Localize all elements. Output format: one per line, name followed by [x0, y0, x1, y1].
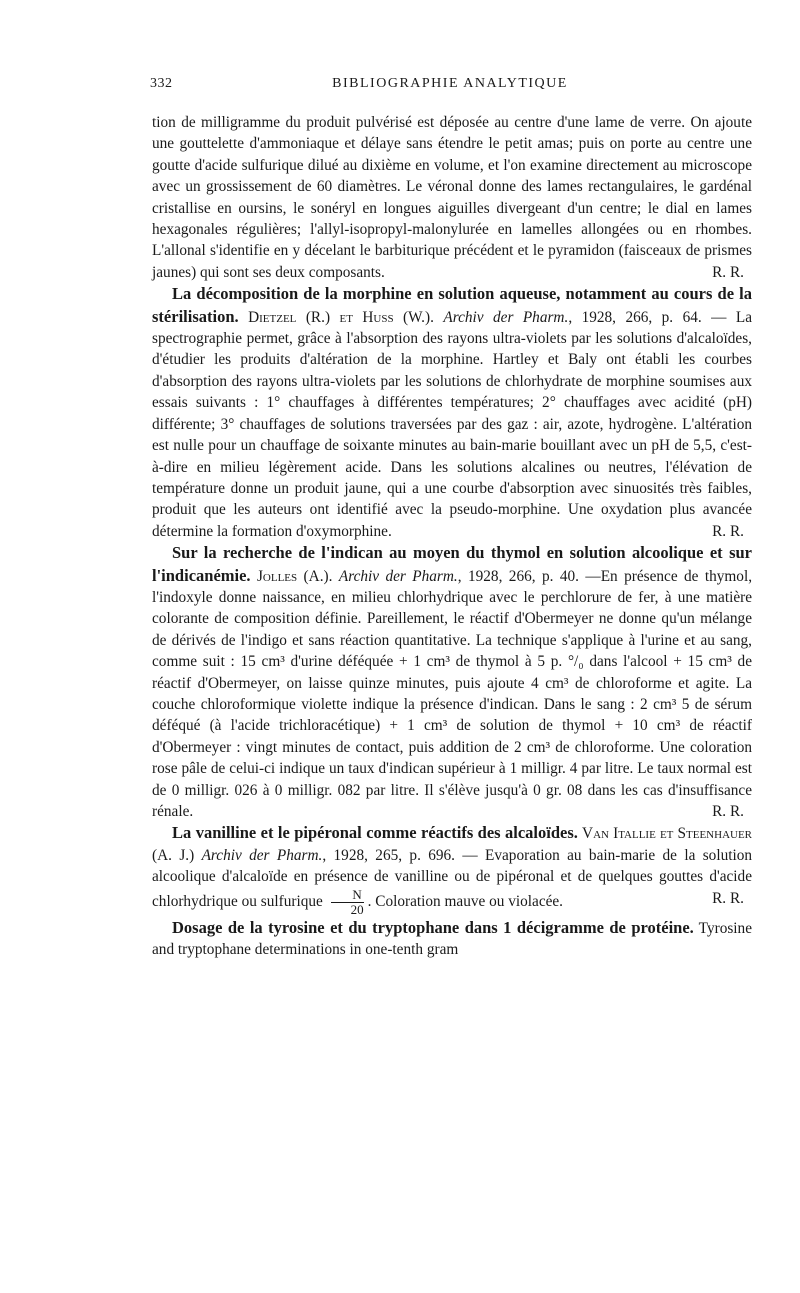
intro-signature: R. R. [712, 263, 744, 281]
article-signature: R. R. [712, 803, 744, 820]
article-authors: Van Itallie et Steenhauer (A. J.) [152, 825, 753, 864]
article-tyrosine [152, 917, 752, 961]
article-authors: Jolles (A.). [256, 567, 333, 585]
article-journal: Archiv der Pharm. [338, 567, 458, 585]
page-body [152, 112, 752, 960]
article-text: En présence de thymol, l'indoxyle donne naissance, en milieu chlorhydrique avec le perchlorure de fer, à une matière colorante de composition définie. Pareillement, le réactif d'Obermeyer ne donne qu'un mélange de dérivés de l'indigo et sans réaction quantitative. La technique s'applique à l'urine et au sang, comme suit : 15 cm³ d'urine déféquée + 1 cm³ de thymol à 5 p. °/₀ dans l'alcool + 15 cm³ de réactif d'Obermeyer, on laisse quinze minutes, puis ajoute 4 cm³ de chloroforme et agite. La couche chloroformique violette indique la présence d'indican. Dans le sang : 2 cm³ 5 de sérum déféqué (à l'acide trichloracétique) + 1 cm³ de solution de thymol + 10 cm³ de réactif d'Obermeyer : vingt minutes de contact, puis addition de 2 cm³ de chloroforme. Une coloration rose pâle de celui-ci indique un taux d'indican supérieur à 1 milligr. 4 par litre. Le taux normal est de 0 milligr. 026 à 0 milligr. 082 par litre. Il s'élève jusqu'à 0 gr. 08 dans les cas d'insuffisance rénale. [152, 567, 753, 820]
article-citation: , 1928, 266, p. 40. — [457, 567, 601, 585]
fraction [331, 888, 364, 917]
intro-paragraph [152, 112, 752, 283]
article-citation: , 1928, 265, p. 696. — [322, 846, 478, 864]
article-signature: R. R. [712, 889, 744, 907]
intro-text: tion de milligramme du produit pulvérisé est déposée au centre d'une lame de verre. On ajoute une gouttelette d'ammoniaque et délaye sans étendre le petit amas; puis on porte au centre une goutte d'acide sulfurique dilué au dixième en volume, et l'on examine directement au microscope avec un grossissement de 60 diamètres. Le véronal donne des lames rectangulaires, le gardénal cristallise en oursins, le sonéryl en longues aiguilles divergeant d'un centre; le dial en lames hexagonales régulières; l'allyl-isopropyl-malonylurée en lamelles allongées ou en rhombes. L'allonal s'identifie en y décelant le barbiturique précédent et le pyramidon (faisceaux de prismes jaunes) qui sont ses deux composants. [152, 114, 752, 281]
article-journal: Archiv der Pharm. [443, 308, 569, 326]
article-text: La spectrographie permet, grâce à l'absorption des rayons ultra-violets par les solutions d'alcaloïdes, d'étudier les produits d'altération de la morphine. Hartley et Baly ont établi les courbes d'absorption des rayons ultra-violets par les solutions de chlorhydrate de morphine soumises aux essais suivants : 1° chauffages à différentes températures; 2° chauffages avec acidité (pH) différente; 3° chauffages de solutions traversées par des gaz : air, azote, hydrogène. L'altération est nulle pour un chauffage de soixante minutes au bain-marie bouillant avec un pH de 5,5, c'est-à-dire en milieu légèrement acide. Dans les solutions alcalines ou neutres, l'élévation de température donne un produit jaune, qui a une courbe d'absorption avec sinuosités très faibles, produit que les auteurs ont identifié avec la pseudo-morphine. Une oxydation plus avancée détermine la formation d'oxymorphine. [152, 308, 752, 540]
article-title: La vanilline et le pipéronal comme réactifs des alcaloïdes. [172, 823, 578, 843]
article-vanilline [152, 822, 752, 916]
running-header [150, 76, 750, 98]
page-number: 332 [150, 76, 173, 91]
article-authors: Dietzel (R.) et Huss (W.). [248, 308, 434, 326]
running-title: BIBLIOGRAPHIE ANALYTIQUE [332, 76, 568, 91]
article-text: Evaporation au bain-marie de la solution alcoolique d'alcaloïde en présence de vanilline ou de pipéronal et de quelques gouttes d'acide chlorhydrique ou sulfurique [152, 846, 753, 910]
article-text: Tyrosine and tryptophane determinations in one-tenth gram [152, 919, 752, 959]
fraction-numerator: N [331, 888, 364, 903]
article-signature: R. R. [712, 522, 744, 540]
article-citation: , 1928, 266, p. 64. — [568, 308, 727, 326]
article-indican [152, 542, 752, 822]
article-title: La décomposition de la morphine en solution aqueuse, notamment au cours de la stérilisation. [152, 284, 752, 326]
article-journal: Archiv der Pharm. [201, 846, 323, 864]
fraction-denominator: 20 [350, 901, 364, 917]
article-morphine [152, 283, 752, 542]
article-text-after: . Coloration mauve ou violacée. [367, 892, 564, 910]
article-title: Dosage de la tyrosine et du tryptophane dans 1 décigramme de protéine. [172, 917, 694, 937]
article-title: Sur la recherche de l'indican au moyen du thymol en solution alcoolique et sur l'indicanémie. [152, 543, 752, 585]
